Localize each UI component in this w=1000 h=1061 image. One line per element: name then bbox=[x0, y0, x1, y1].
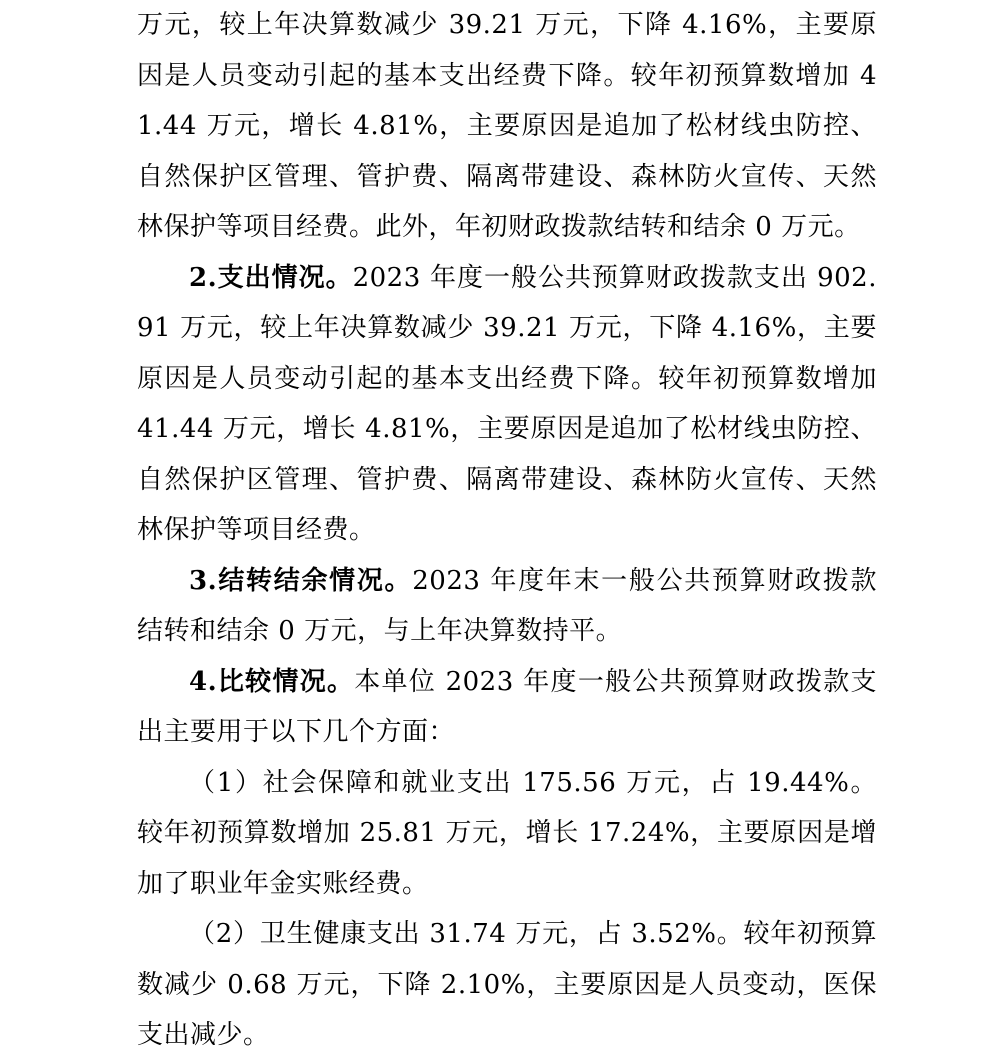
paragraph-text: （1）社会保障和就业支出 175.56 万元，占 19.44%。较年初预算数增加 25.81 万元，增长 17.24%，主要原因是增加了职业年金实账经费。 bbox=[137, 767, 877, 899]
paragraph-heading: 2.支出情况。 bbox=[189, 262, 353, 293]
paragraph-text: 万元，较上年决算数减少 39.21 万元，下降 4.16%，主要原因是人员变动引起的基本支出经费下降。较年初预算数增加 41.44 万元，增长 4.81%，主要原因是追加了松材线虫防控、自然保护区管理、管护费、隔离带建设、森林防火宣传、天然林保护等项目经费。此外，年初财政拨款结转和结余 0 万元。 bbox=[137, 10, 877, 242]
paragraph-heading: 3.结转结余情况。 bbox=[189, 565, 413, 596]
paragraph-carryover bbox=[137, 556, 877, 657]
paragraph-item-social-security bbox=[137, 758, 877, 910]
paragraph-continued bbox=[137, 0, 877, 253]
document-body bbox=[137, 0, 877, 1061]
paragraph-text: 本单位 2023 年度一般公共预算财政拨款支出主要用于以下几个方面： bbox=[137, 666, 877, 747]
paragraph-text: 2023 年度年末一般公共预算财政拨款结转和结余 0 万元，与上年决算数持平。 bbox=[137, 565, 877, 646]
paragraph-item-health bbox=[137, 909, 877, 1061]
paragraph-text: 2023 年度一般公共预算财政拨款支出 902.91 万元，较上年决算数减少 39.21 万元，下降 4.16%，主要原因是人员变动引起的基本支出经费下降。较年初预算数增加 41.44 万元，增长 4.81%，主要原因是追加了松材线虫防控、自然保护区管理、管护费、隔离带建设、森林防火宣传、天然林保护等项目经费。 bbox=[137, 262, 877, 545]
paragraph-text: （2）卫生健康支出 31.74 万元，占 3.52%。较年初预算数减少 0.68 万元，下降 2.10%，主要原因是人员变动，医保支出减少。 bbox=[137, 919, 877, 1050]
paragraph-expenditure bbox=[137, 253, 877, 556]
paragraph-heading: 4.比较情况。 bbox=[189, 666, 355, 697]
paragraph-comparison bbox=[137, 657, 877, 758]
